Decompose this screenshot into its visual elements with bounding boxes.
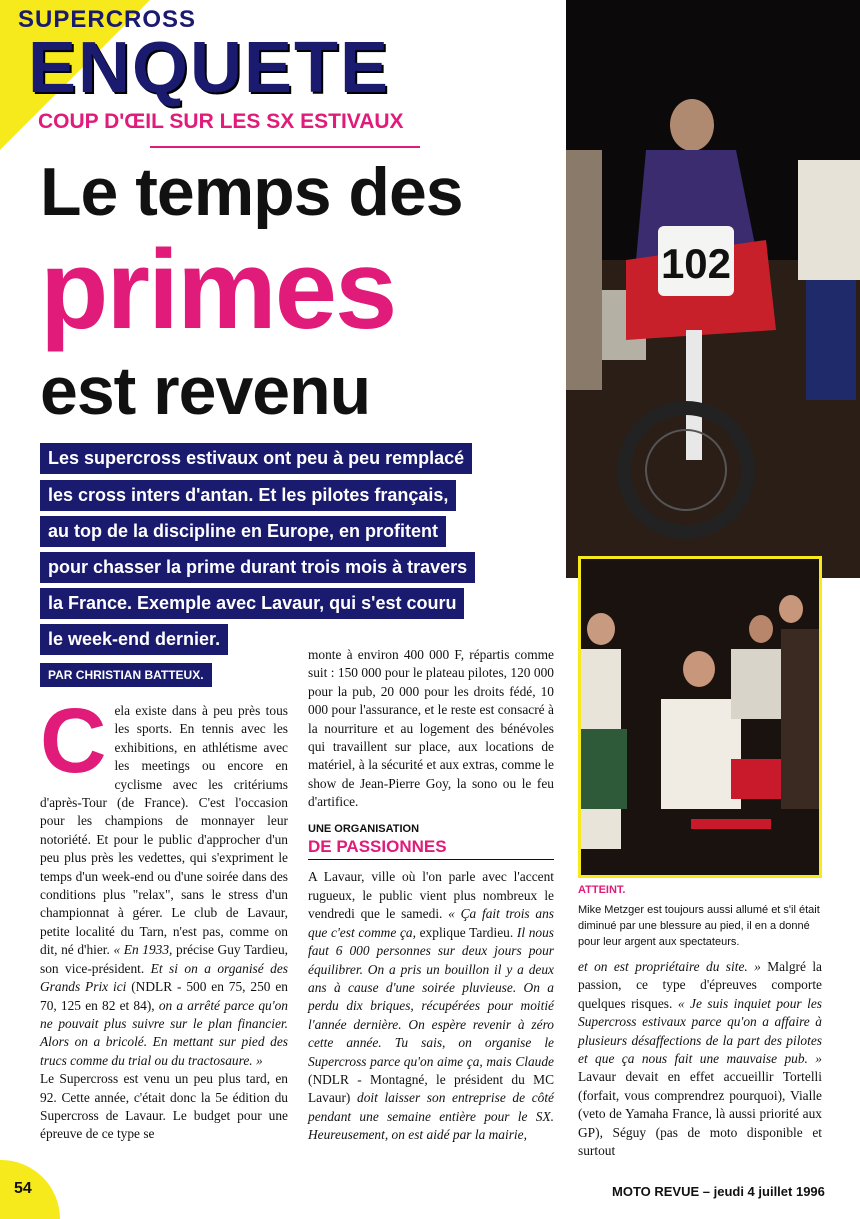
body-text: explique Tardieu. [415,924,517,940]
chapo-line: Les supercross estivaux ont peu à peu remplacé [40,443,472,474]
byline: PAR CHRISTIAN BATTEUX. [40,663,212,687]
article-column-3 [578,958,822,1160]
intertitle-small: UNE ORGANISATION [308,822,420,835]
header-rule [150,146,420,148]
section-subhead: COUP D'ŒIL SUR LES SX ESTIVAUX [38,110,404,133]
publication-footer: MOTO REVUE – jeudi 4 juillet 1996 [612,1184,825,1199]
quote-text: et on est propriétaire du site. » [578,959,761,974]
caption-title: ATTEINT. [578,884,626,896]
kicker: SUPERCROSS [18,6,197,33]
body-text: (NDLR - Montagné, le président du MC Lavaur) [308,1071,554,1106]
chapo-line: au top de la discipline en Europe, en profitent [40,516,446,547]
body-text: (NDLR - 500 en 75, 250 en 70, 125 en 82 et 84), [40,979,288,1013]
body-text: Malgré la passion, ce type d'épreuves comporte quelques risques. [578,959,822,1011]
quote-text: Et si on a organisé des Grands Prix ici [40,960,288,995]
photo-rider-bike [566,0,860,578]
article-column-1 [40,690,289,1144]
chapo-line: les cross inters d'antan. Et les pilotes français, [40,480,456,511]
quote-text: « Je suis inquiet pour les Supercross estivaux parce qu'on a affaire à plusieurs désaffections de la part des pilotes et que ça nous fait une mauvaise pub. » [578,995,822,1067]
chapo-line: le week-end dernier. [40,624,228,655]
chapo-line: pour chasser la prime durant trois mois à travers [40,552,475,583]
quote-text: on a arrêté parce qu'on ne pouvait plus suivre sur le plan financier. Alors on a bricolé. En mettant sur pied des trucs comme du trial ou du tractosaure. » [40,997,288,1068]
bike-number: 102 [660,240,732,287]
quote-text: « Ça fait trois ans que c'est comme ça, [308,906,554,940]
body-text: précise Guy Tardieu, son vice-président. [40,942,289,976]
group-illustration [581,559,819,875]
body-text: Le Supercross est venu un peu plus tard, en 92. Cette année, c'était donc la 5e édition du Supercross de Lavaur. Le budget pour une épreuve de ce type se [40,1071,288,1142]
quote-text: « En 1933, [113,942,173,958]
rider-illustration [566,0,860,578]
body-text: monte à environ 400 000 F, répartis comme suit : 150 000 pour le plateau pilotes, 120 000 pour la pub, 20 000 pour les droits fédé, 10 000 pour l'assurance, et le reste est consacré à la nourriture et au logement des bénévoles qui travaillent sur place, aux locations de matériel, à la sécurité et aux extras, comme le show de Jean-Pierre Goy, la sono ou le feu d'artifice. [308,647,554,810]
quote-text: Il nous faut 6 000 personnes sur deux jours pour équilibrer. On a pris un bouillon il y a deux ans à cause d'une soirée pluvieuse. On a perdu dix briques, récupérées pour moitié l'année dernière. On espère revenir à zéro cette année. Tu sais, on organise le Supercross parce qu'on aime ça, mais Claude [308,924,555,1069]
headline-line3: est revenu [40,353,371,429]
body-text: A Lavaur, ville où l'on parle avec l'accent rugueux, le public vient plus nombreux le vendredi que le samedi. [308,869,554,922]
headline-line1: Le temps des [40,154,463,230]
page-number: 54 [14,1180,32,1197]
photo-group-party [578,556,822,878]
body-text: Lavaur devait en effet accueillir Tortelli (forfait, vous comprendrez pourquoi), Vialle (veto de Yamaha France, là aussi priorité aux GP), Séguy (pas de moto disponible et surtout [578,1069,822,1159]
dropcap: C [40,690,107,792]
article-column-2 [308,646,554,1145]
intertitle-large: DE PASSIONNES [308,838,554,860]
section-title: ENQUETE [28,28,391,108]
chapo-line: la France. Exemple avec Lavaur, qui s'est couru [40,588,464,619]
quote-text: doit laisser son entreprise de côté pendant une semaine entière pour le SX. Heureusement, on est aidé par la mairie, [308,1090,554,1143]
photo-caption: Mike Metzger est toujours aussi allumé et s'il était diminué par une blessure au pied, il en a donné pour leur argent aux spectateurs. [578,904,820,948]
headline-line2: primes [40,227,396,352]
body-text: ela existe dans à peu près tous les sports. En tennis avec les exhibitions, en athlétisme avec les meetings ou encore en cyclisme avec les critériums d'après-Tour (de France). C'est l'occasion pour les champions de monnayer leur notoriété. Et pour le public d'approcher d'un peu plus près les vedettes, qui s'expriment le temps d'un week-end ou d'une soirée dans des conditions plus "relax", sans le stress d'un championnat à gérer. Le club de Lavaur, petite localité du Tarn, n'est pas, comme on dit, né d'hier. [40,703,288,958]
